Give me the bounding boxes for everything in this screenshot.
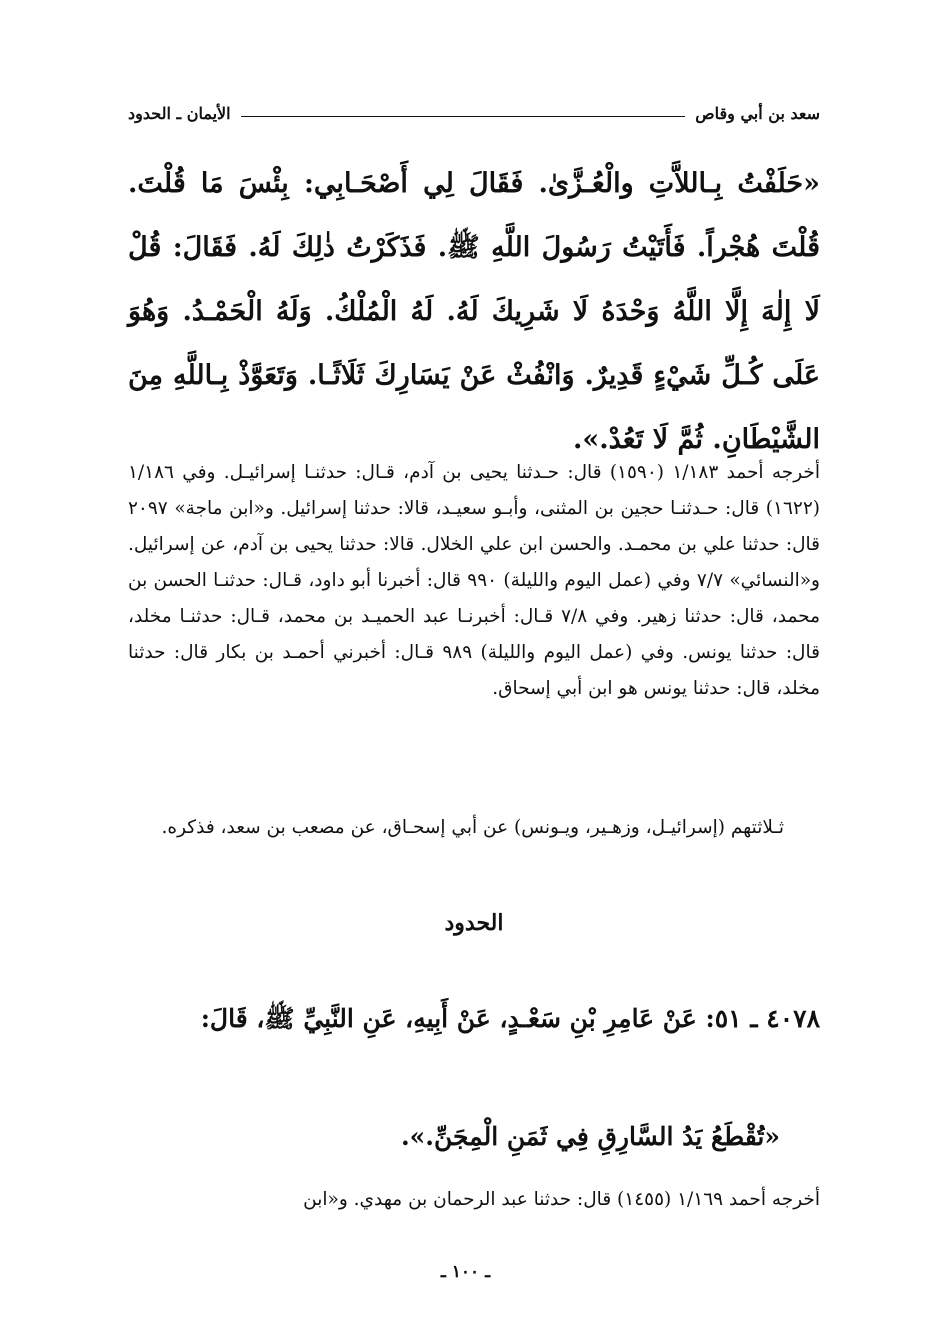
hadith-matn: «تُقْطَعُ يَدُ السَّارِقِ فِي ثَمَنِ الْمِجَنِّ.». — [400, 1122, 780, 1151]
hadith-intro: ٤٠٧٨ ـ ٥١: عَنْ عَامِرِ بْنِ سَعْـدٍ، عَنْ أَبِيهِ، عَنِ النَّبِيِّ ﷺ، قَالَ: — [200, 1004, 820, 1033]
hadith-text: «حَلَفْتُ بِـاللاَّتِ والْعُـزَّىٰ. فَقَالَ لِي أَصْحَـابِي: بِئْسَ مَا قُلْتَ. قُلْتَ هُجْراً. فَأَتَيْتُ رَسُولَ اللَّهِ ﷺ. فَذَكَرْتُ ذٰلِكَ لَهُ. فَقَالَ: قُلْ لَا إِلٰهَ إِلَّا اللَّهُ وَحْدَهُ لَا شَرِيكَ لَهُ. لَهُ الْمُلْكُ. وَلَهُ الْحَمْـدُ. وَهُوَ عَلَى كُـلِّ شَيْءٍ قَدِيرٌ. وَانْفُثْ عَنْ يَسَارِكَ ثَلَاثًـا. وَتَعَوَّذْ بِـاللَّهِ مِنَ الشَّيْطَانِ. ثُمَّ لَا تَعُدْ.». — [128, 168, 820, 455]
takhrij-paragraph-2: أخرجه أحمد ١/١٦٩ (١٤٥٥) قال: حدثنا عبد الرحمان بن مهدي. و«ابن — [303, 1189, 820, 1210]
page-number: ـ ١٠٠ ـ — [440, 1262, 491, 1282]
takhrij-paragraph: أخرجه أحمد ١/١٨٣ (١٥٩٠) قال: حـدثنا يحيى بن آدم، قـال: حدثنـا إسرائيـل. وفي ١/١٨٦ (١٦٢٢) قال: حـدثنـا حجين بن المثنى، وأبـو سعيـد، قالا: حدثنا إسرائيل. و«ابن ماجة» ٢٠٩٧ قال: حدثنا علي بن محمـد. والحسن ابن علي الخلال. قالا: حدثنا يحيى بن آدم، عن إسرائيل. و«النسائي» ٧/٧ وفي (عمل اليوم والليلة) ٩٩٠ قال: أخبرنا أبو داود، قـال: حدثنـا الحسن بن محمد، قال: حدثنا زهير. وفي ٧/٨ قـال: أخبرنـا عبد الحميـد بن محمد، قـال: حدثنـا مخلد، قال: حدثنا يونس. وفي (عمل اليوم والليلة) ٩٨٩ قـال: أخبرني أحمـد بن بكار قال: حدثنا مخلد، قال: حدثنا يونس هو ابن أبي إسحاق. — [128, 462, 820, 699]
header-chapter: الأيمان ـ الحدود — [128, 103, 231, 123]
section-heading: الحدود — [444, 910, 504, 936]
takhrij-note: ثـلاثتهم (إسرائيـل، وزهـير، ويـونس) عن أبي إسحـاق، عن مصعب بن سعد، فذكره. — [161, 817, 784, 838]
header-rule — [241, 116, 686, 117]
header-companion: سعد بن أبي وقاص — [695, 103, 820, 123]
running-header — [128, 98, 820, 128]
